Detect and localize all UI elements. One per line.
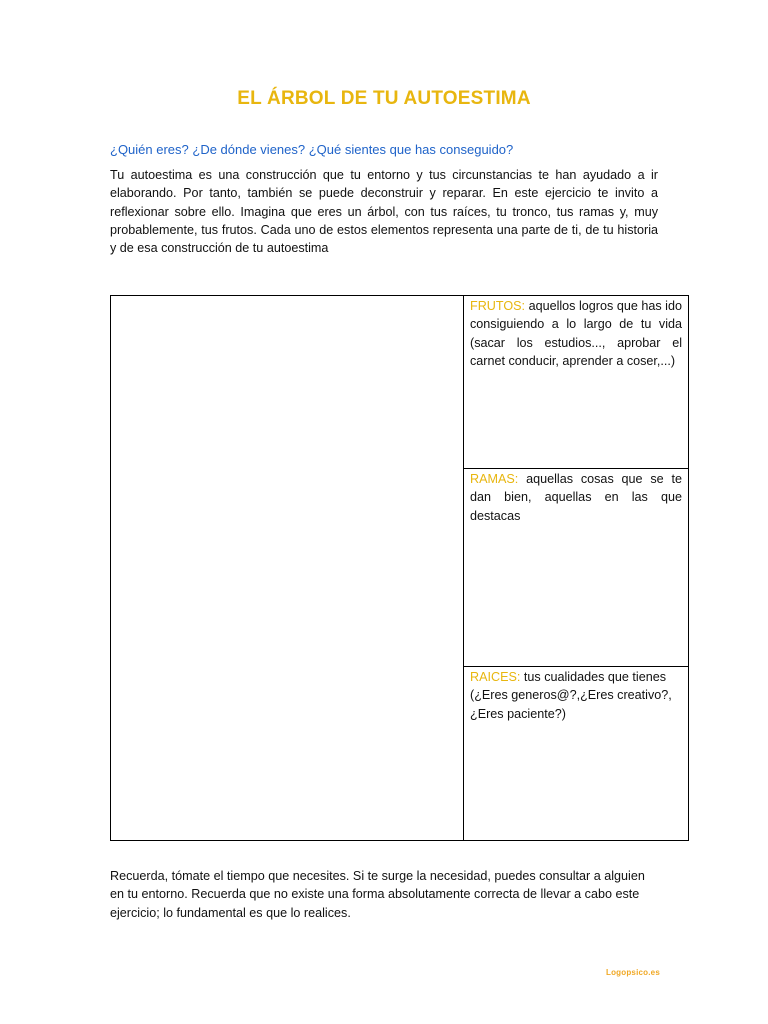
page-subtitle: ¿Quién eres? ¿De dónde vienes? ¿Qué sientes que has conseguido? bbox=[110, 142, 514, 157]
frutos-cell[interactable] bbox=[464, 296, 688, 469]
raices-cell[interactable] bbox=[464, 667, 688, 840]
ramas-cell[interactable] bbox=[464, 469, 688, 667]
closing-paragraph: Recuerda, tómate el tiempo que necesites. Si te surge la necesidad, puedes consultar a alguien en tu entorno. Recuerda que no existe una forma absolutamente correcta de llevar a cabo este ejercicio; lo fundamental es que lo realices. bbox=[110, 869, 645, 920]
footer-brand-logo: Logopsico.es bbox=[606, 968, 660, 977]
page-title: EL ÁRBOL DE TU AUTOESTIMA bbox=[237, 88, 531, 109]
frutos-label: FRUTOS: bbox=[470, 299, 526, 313]
raices-description: tus cualidades que tienes (¿Eres generos@?,¿Eres creativo?, ¿Eres paciente?) bbox=[470, 670, 672, 721]
raices-label: RAICES: bbox=[470, 670, 521, 684]
tree-drawing-area[interactable] bbox=[111, 296, 464, 840]
worksheet-table bbox=[110, 295, 689, 841]
ramas-label: RAMAS: bbox=[470, 472, 519, 486]
frutos-description: aquellos logros que has ido consiguiendo a lo largo de tu vida (sacar los estudios..., aprobar el carnet conducir, aprender a coser,...) bbox=[470, 299, 682, 368]
intro-paragraph: Tu autoestima es una construcción que tu entorno y tus circunstancias te han ayudado a ir elaborando. Por tanto, también se puede deconstruir y reparar. En este ejercicio te invito a reflexionar sobre ello. Imagina que eres un árbol, con tus raíces, tu tronco, tus ramas y, muy probablemente, tus frutos. Cada uno de estos elementos representa una parte de ti, de tu historia y de esa construcción de tu autoestima bbox=[110, 168, 658, 256]
ramas-description: aquellas cosas que se te dan bien, aquellas en las que destacas bbox=[470, 472, 682, 523]
